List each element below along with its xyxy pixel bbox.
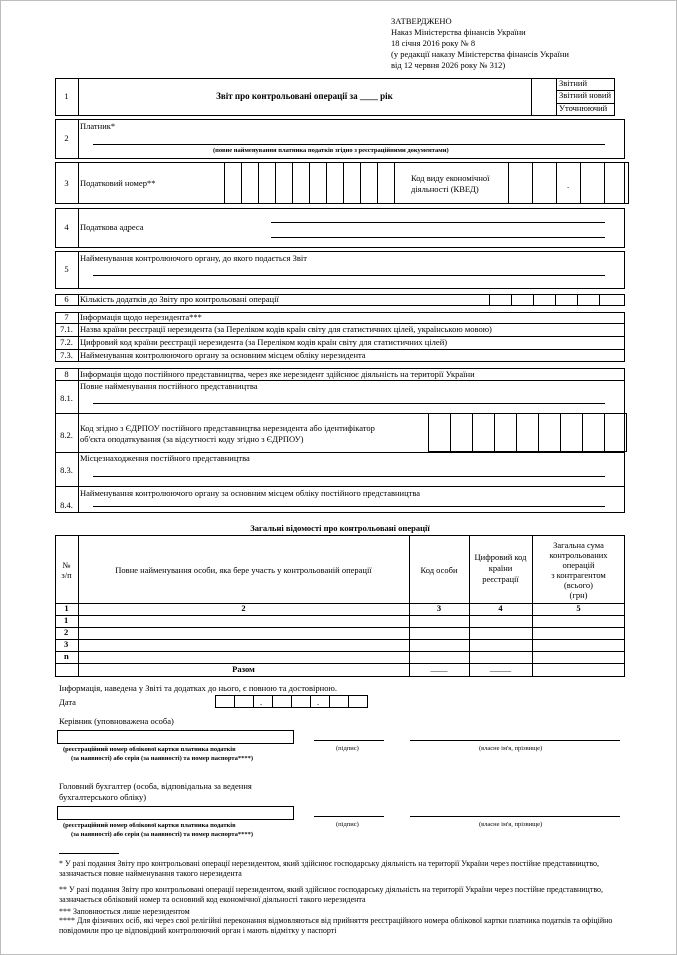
date-digit-cell[interactable]: [310, 695, 330, 708]
edrpou-digit-cell[interactable]: [516, 413, 539, 452]
total-dash: ____: [430, 663, 448, 673]
permanent-label: Інформація щодо постійного представництва, через яке нерезидент здійснює діяльність на території України: [80, 369, 475, 379]
tax-number-digit-cell[interactable]: [292, 162, 310, 204]
accountant-id-input[interactable]: [57, 806, 294, 820]
permanent-authority-label: Найменування контролюючого органу за основним місцем обліку постійного представництва: [80, 488, 421, 498]
appendix-count-cell[interactable]: [489, 294, 512, 306]
accountant-sign-hint: (підпис): [336, 821, 359, 828]
approval-edition-date: від 12 червня 2026 року № 312): [391, 60, 506, 70]
tax-number-digit-cell[interactable]: [275, 162, 293, 204]
edrpou-digit-cell[interactable]: [494, 413, 517, 452]
table-row-number: 1: [64, 615, 69, 625]
edrpou-digit-cell[interactable]: [472, 413, 495, 452]
permanent-location-input[interactable]: [93, 476, 605, 477]
address-input-1[interactable]: [271, 222, 605, 223]
approval-edition: (у редакції наказу Міністерства фінансів України: [391, 49, 569, 59]
col-number: 2: [241, 603, 246, 613]
col-number: 4: [498, 603, 503, 613]
footnote-3: *** Заповнюється лише нерезидентом: [59, 907, 190, 916]
col-sum-header-1: Загальна сума: [553, 540, 604, 550]
appendix-count-cell[interactable]: [555, 294, 578, 306]
approval-title: ЗАТВЕРДЖЕНО: [391, 16, 452, 26]
col-name-header: Повне найменування особи, яка бере участь у контрольованій операції: [115, 565, 372, 575]
report-title: Звіт про контрольовані операції за ____ рік: [216, 91, 393, 101]
accountant-label-2: бухгалтерського обліку): [59, 792, 147, 802]
col-country-header-1: Цифровий код: [474, 552, 527, 562]
appendix-count-cell[interactable]: [533, 294, 556, 306]
address-input-2[interactable]: [271, 237, 605, 238]
col-code-header: Код особи: [420, 565, 458, 575]
col-sum-header-3: операцій: [562, 560, 595, 570]
date-digit-cell[interactable]: [253, 695, 273, 708]
table-row-number: 2: [64, 627, 69, 637]
director-name-hint: (власне ім'я, прізвище): [479, 745, 543, 752]
report-form-page: ЗАТВЕРДЖЕНО Наказ Міністерства фінансів України 18 січня 2016 року № 8 (у редакції наказу Міністерства фінансів України від 12 червня 2026 року № 312) 1 Звіт про контрольовані операції за ____ рік Звітний Звітний новий Уточнюючий 2 Платник* (повне найменування платника податків згідно з реєстраційними документами) 3 Податковий номер** Код виду економічної діяльності (КВЕД) . 4 Податкова адреса 5 Найменування контролюючого органу, до якого подається Звіт 6 Кількість додатків до Звіту про контрольовані операції 7 Інформація щодо нерезидента*** 7.1. Назва країни реєстрації нерезидента (за Переліком кодів країн світу для статистичних цілей, українською мовою) 7.2. Цифровий код країни реєстрації нерезидента (за Переліком кодів країн світу для статистичних цілей) 7.3. Найменування контролюючого органу за основним місцем обліку нерезидента 8 Інформація щодо постійного представництва, через яке нерезидент здійснює діяльність на території України 8.1. Повне найменування постійного представництва 8.2. Код згідно з ЄДРПОУ постійного представництва нерезидента або ідентифікатор об'єкта оподаткування (за відсутності коду згідно з ЄДРПОУ) 8.3. Місцезнаходження постійного представництва 8.4. Найменування контролюючого органу за основним місцем обліку постійного представництва Загальні відомості про контрольовані операції № з/п Повне найменування особи, яка бере участь у контрольованій операції Код особи Цифровий код країни реєстрації Загальна сума контрольованих операцій з контрагентом (всього) (грн) 1 2 3 4 5 1 2 3 n Разом ____ _____ Інформація, наведена у Звіті та додатках до нього, є повною та достовірною. Дата . . Керівник (уповноважена особа) (реєстраційний номер облікової картки платника податків (за наявності) або серія (за наявності) та номер паспорта****) (підпис) (власне ім'я, прізвище) Головний бухгалтер (особа, відповідальна за ведення бухгалтерського обліку) (реєстраційний номер облікової картки платника податків (за наявності) або серія (за наявності) та номер паспорта****) (підпис) (власне ім'я, прізвище) * У разі подання Звіту про контрольовані операції нерезидентом, який здійснює господарську діяльність на території України через постійне представництво, зазначається повне найменування такого нерезидента ** У разі подання Звіту про контрольовані операції нерезидентом, який здійснює господарську діяльність на території України через постійне представництво, зазначається обліковий номер та основний код економічної діяльності такого нерезидента *** Заповнюється лише нерезидентом **** Для фізичних осіб, які через свої релігійні переконання відмовляються від прийняття реєстраційного номера облікової картки платника податків та офіційно повідомили про це відповідний контролюючий орган і мають відмітку у паспорті: [0, 0, 677, 955]
row-number: 1: [64, 91, 69, 101]
kved-label: Код виду економічної діяльності (КВЕД): [411, 173, 490, 195]
accountant-hint-2: (за наявності) або серія (за наявності) та номер паспорта****): [71, 831, 254, 838]
nonresident-authority: Найменування контролюючого органу за основним місцем обліку нерезидента: [80, 350, 366, 360]
tax-number-label: Податковий номер**: [80, 178, 156, 188]
director-id-input[interactable]: [57, 730, 294, 744]
payer-hint: (повне найменування платника податків згідно з реєстраційними документами): [213, 147, 449, 154]
footnote-2: ** У разі подання Звіту про контрольовані операції нерезидентом, який здійснює господарську діяльність на території України через постійне представництво, зазначається обліковий номер та основний код економічної діяльності такого нерезидента: [59, 885, 604, 904]
date-digit-cell[interactable]: [291, 695, 311, 708]
col-country-header-3: реєстрації: [482, 574, 519, 584]
tax-number-digit-cell[interactable]: [343, 162, 361, 204]
director-label: Керівник (уповноважена особа): [59, 716, 174, 726]
permanent-authority-input[interactable]: [93, 506, 605, 507]
permanent-name-label: Повне найменування постійного представництва: [80, 381, 258, 391]
tax-number-digit-cell[interactable]: [258, 162, 276, 204]
total-dash: _____: [489, 663, 512, 673]
edrpou-digit-cell[interactable]: [428, 413, 451, 452]
permanent-code-label-a: Код згідно з ЄДРПОУ постійного представництва нерезидента або ідентифікатор: [80, 423, 375, 433]
kved-digit-cell[interactable]: [604, 162, 629, 204]
accountant-name-input[interactable]: [410, 816, 620, 817]
tax-number-digit-cell[interactable]: [241, 162, 259, 204]
col-sum-header-4: з контрагентом: [551, 570, 606, 580]
permanent-code-label-b: об'єкта оподаткування (за відсутності коду згідно з ЄДРПОУ): [80, 434, 304, 444]
edrpou-digit-cell[interactable]: [450, 413, 473, 452]
edrpou-digit-cell[interactable]: [582, 413, 605, 452]
accountant-signature-input[interactable]: [314, 816, 384, 817]
col-number: 3: [436, 603, 442, 613]
date-digit-cell[interactable]: [234, 695, 254, 708]
tax-number-digit-cell[interactable]: [326, 162, 344, 204]
edrpou-digit-cell[interactable]: [604, 413, 627, 452]
director-sign-hint: (підпис): [336, 745, 359, 752]
address-label: Податкова адреса: [80, 222, 144, 232]
authority-label: Найменування контролюючого органу, до якого подається Звіт: [80, 253, 307, 263]
nonresident-country-code: Цифровий код країни реєстрації нерезидента (за Переліком кодів країн світу для статистичних цілей): [80, 337, 448, 347]
type-correcting[interactable]: Уточнюючий: [559, 103, 608, 113]
tax-number-digit-cell[interactable]: [309, 162, 327, 204]
date-label: Дата: [59, 697, 76, 707]
date-digit-cell[interactable]: [348, 695, 368, 708]
footnote-4: **** Для фізичних осіб, які через свої релігійні переконання відмовляються від прийняття реєстраційного номера облікової картки платника податків та офіційно повідомили про це відповідний контролюючий орган і мають відмітку у паспорті: [59, 916, 613, 935]
edrpou-digit-cell[interactable]: [560, 413, 583, 452]
kved-digit-cell[interactable]: [580, 162, 605, 204]
payer-name-input[interactable]: [93, 144, 605, 145]
type-regular[interactable]: Звітний: [559, 78, 587, 88]
kved-digit-cell[interactable]: [532, 162, 557, 204]
date-digit-cell[interactable]: [272, 695, 292, 708]
col-no-1: №: [62, 560, 71, 570]
table-row-number: n: [64, 651, 69, 661]
accountant-label-1: Головний бухгалтер (особа, відповідальна за ведення: [59, 781, 252, 791]
director-hint-1: (реєстраційний номер облікової картки платника податків: [63, 746, 236, 753]
tax-number-digit-cell[interactable]: [224, 162, 242, 204]
footnote-separator: [59, 853, 119, 854]
nonresident-label: Інформація щодо нерезидента***: [80, 312, 202, 322]
accountant-name-hint: (власне ім'я, прізвище): [479, 821, 543, 828]
col-sum-header-5: (всього): [563, 580, 594, 590]
total-label: Разом: [232, 664, 255, 674]
appendices-label: Кількість додатків до Звіту про контрольовані операції: [80, 294, 279, 304]
kved-digit-cell[interactable]: [508, 162, 533, 204]
tax-number-digit-cell[interactable]: [377, 162, 395, 204]
footnote-1: * У разі подання Звіту про контрольовані операції нерезидентом, який здійснює господарську діяльність на території України через постійне представництво, зазначається повне найменування такого нерезидента: [59, 859, 600, 878]
col-sum-header-2: контрольованих: [549, 550, 608, 560]
col-no-2: з/п: [61, 570, 72, 580]
col-number: 1: [64, 603, 69, 613]
director-name-input[interactable]: [410, 740, 620, 741]
approval-date: 18 січня 2016 року № 8: [391, 38, 476, 48]
general-title: Загальні відомості про контрольовані операції: [250, 523, 430, 533]
col-country-header-2: країни: [488, 563, 513, 573]
date-digit-cell[interactable]: [329, 695, 349, 708]
permanent-location-label: Місцезнаходження постійного представництва: [80, 453, 250, 463]
col-number: 5: [576, 603, 581, 613]
permanent-name-input[interactable]: [93, 403, 605, 404]
type-regular-new[interactable]: Звітний новий: [559, 90, 612, 100]
appendix-count-cell[interactable]: [577, 294, 600, 306]
approval-order: Наказ Міністерства фінансів України: [391, 27, 526, 37]
appendix-count-cell[interactable]: [511, 294, 534, 306]
payer-label: Платник*: [80, 121, 116, 131]
nonresident-country-name: Назва країни реєстрації нерезидента (за Переліком кодів країн світу для статистичних цілей, українською мовою): [80, 324, 492, 334]
date-digit-cell[interactable]: [215, 695, 235, 708]
edrpou-digit-cell[interactable]: [538, 413, 561, 452]
table-row-number: 3: [64, 639, 69, 649]
director-hint-2: (за наявності) або серія (за наявності) та номер паспорта****): [71, 755, 254, 762]
confirm-text: Інформація, наведена у Звіті та додатках до нього, є повною та достовірною.: [59, 683, 337, 693]
col-sum-header-6: (грн): [569, 590, 588, 600]
tax-number-digit-cell[interactable]: [360, 162, 378, 204]
accountant-hint-1: (реєстраційний номер облікової картки платника податків: [63, 822, 236, 829]
director-signature-input[interactable]: [314, 740, 384, 741]
authority-input[interactable]: [93, 275, 605, 276]
